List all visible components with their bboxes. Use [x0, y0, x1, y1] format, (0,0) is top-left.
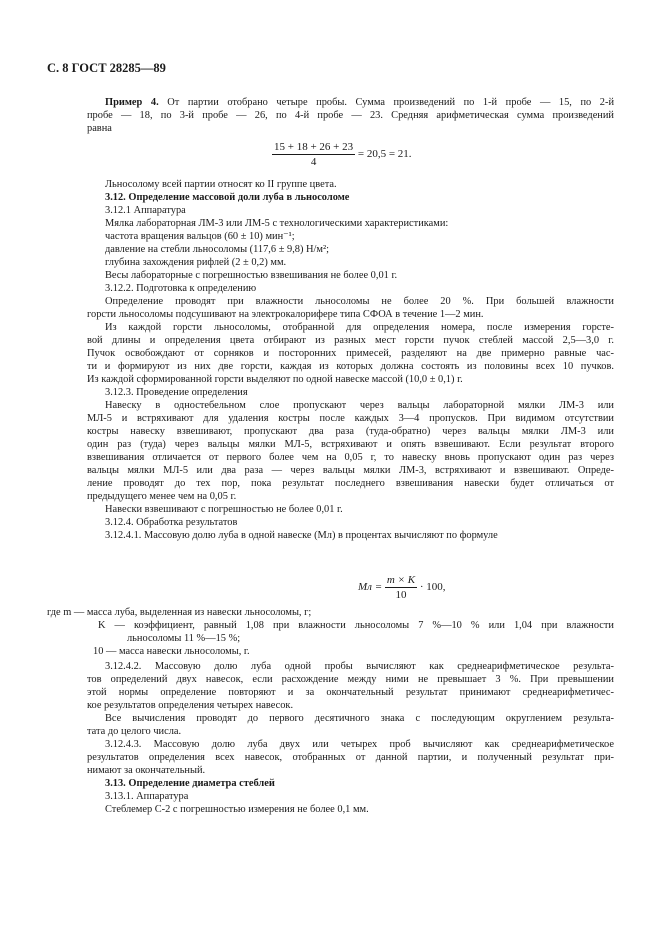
- legend-line-k: K — коэффициент, равный 1,08 при влажности льносоломы 7 %—10 % или 1,04 при влажности: [98, 620, 614, 631]
- formula-bast-tail: · 100,: [419, 581, 446, 594]
- example-line-2: пробе — 18, по 3-й пробе — 26, по 4-й пробе — 23. Средняя арифметическая сумма произведений: [87, 110, 614, 121]
- text-line: Навеску в одностебельном слое пропускают через вальцы лабораторной мялки ЛМ-3 или: [105, 400, 614, 411]
- formula-average-result: = 20,5 = 21.: [357, 148, 412, 161]
- text-line: 3.12.1 Аппаратура: [105, 205, 186, 216]
- formula-average-numerator: 15 + 18 + 26 + 23: [274, 141, 354, 153]
- formula-legend: [47, 606, 614, 658]
- legend-line-m: где m — масса луба, выделенная из навески льносоломы, г;: [47, 607, 312, 618]
- text-line: 3.12.4.1. Массовую долю луба в одной навеске (Мл) в процентах вычисляют по формуле: [105, 530, 498, 541]
- text-line: Мялка лабораторная ЛМ-3 или ЛМ-5 с технологическими характеристиками:: [105, 218, 449, 229]
- formula-average: [272, 140, 412, 169]
- text-line: частота вращения вальцов (60 ± 10) мин⁻¹;: [105, 231, 295, 242]
- text-line: взвешивания отличается от первого более чем на 0,05 г, то навеску вновь пропускают один раз через: [87, 452, 614, 463]
- text-line: 3.12. Определение массовой доли луба в льносоломе: [105, 192, 350, 203]
- text-line: костры навеску взвешивают, пропускают два раза (туда-обратно) через вальцы мялки ЛМ-3 или: [87, 426, 614, 437]
- text-line: Весы лабораторные с погрешностью взвешивания не более 0,01 г.: [105, 270, 398, 281]
- formula-bast-numerator: m × K: [386, 574, 416, 586]
- text-line: вой длины и определения цвета отбирают из разных мест горсти пучок стеблей массой 2,5—3,0 г.: [87, 335, 614, 346]
- example-label: Пример 4.: [105, 97, 159, 108]
- text-line: Определение проводят при влажности льносоломы не более 20 %. При большей влажности: [105, 296, 614, 307]
- text-line: давление на стебли льносоломы (117,6 ± 9,8) Н/м²;: [105, 244, 330, 255]
- text-line: Пучок освобождают от сорняков и посторонних примесей, разделяют на две примерно равные час-: [87, 348, 614, 359]
- text-line: Стеблемер С-2 с погрешностью измерения не более 0,1 мм.: [105, 804, 369, 815]
- formula-bast-denominator: 10: [395, 589, 407, 601]
- text-line: ление проводят до тех пор, пока результат последнего взвешивания навески будет отличаться от: [87, 478, 614, 489]
- formula-average-fraction: [272, 140, 355, 169]
- text-line: тов определений двух навесок, если расхождение между ними не превышает 3 %. При превышении: [87, 674, 614, 685]
- example-text-1: От партии отобрано четыре пробы. Сумма произведений по 1-й пробе — 15, по 2-й: [167, 97, 614, 108]
- text-line: 3.13. Определение диаметра стеблей: [105, 778, 275, 789]
- legend-line-10: 10 — масса навески льносоломы, г.: [93, 646, 250, 657]
- text-line: нимают за окончательный.: [87, 765, 206, 776]
- text-line: МЛ-5 и встряхивают для удаления костры после каждых 3—4 пропусков. При видимом отсутствии: [87, 413, 614, 424]
- text-line: предыдущего менее чем на 0,05 г.: [87, 491, 237, 502]
- section-3-12-4-2-text: [87, 660, 614, 816]
- formula-bast-lhs: Мл =: [358, 581, 383, 594]
- text-line: Все вычисления проводят до первого десятичного знака с последующим округлением результа-: [105, 713, 614, 724]
- text-line: 3.13.1. Аппаратура: [105, 791, 189, 802]
- text-line: 3.12.4. Обработка результатов: [105, 517, 238, 528]
- text-line: горсти льносоломы подсушивают на электрокалорифере типа СФОА в течение 1—2 мин.: [87, 309, 484, 320]
- text-line: Навески взвешивают с погрешностью не более 0,01 г.: [105, 504, 343, 515]
- text-line: кое результатов определения четырех навесок.: [87, 700, 294, 711]
- example-paragraph: [87, 96, 614, 135]
- text-line: один раз (туда) через вальцы мялки МЛ-5, встряхивают и опять взвешивают. Если результат второго: [87, 439, 614, 450]
- formula-average-denominator: 4: [310, 156, 317, 168]
- text-line: Льносолому всей партии относят ко II группе цвета.: [105, 179, 337, 190]
- text-line: тата до целого числа.: [87, 726, 182, 737]
- text-line: 3.12.2. Подготовка к определению: [105, 283, 257, 294]
- text-line: вальцы мялки МЛ-5 или два раза — через вальцы мялки ЛМ-3, встряхивают и взвешивают. Опреде-: [87, 465, 614, 476]
- example-line-3: равна: [87, 123, 112, 134]
- legend-line-k-cont: льносоломы 11 %—15 %;: [127, 633, 241, 644]
- text-line: 3.12.4.3. Массовую долю луба двух или четырех проб вычисляют как среднеарифметическое: [105, 739, 614, 750]
- example-line-1: [87, 96, 614, 109]
- section-3-12-text: [87, 178, 614, 542]
- text-line: Из каждой горсти льносоломы, отобранной для определения номера, после измерения горсте-: [105, 322, 614, 333]
- text-line: 3.12.3. Проведение определения: [105, 387, 248, 398]
- text-line: глубина захождения рифлей (2 ± 0,2) мм.: [105, 257, 287, 268]
- page-header: С. 8 ГОСТ 28285—89: [47, 61, 166, 75]
- text-line: ти и формируют из них две горсти, каждая из которых должна состоять из половины всех 10 пучков.: [87, 361, 614, 372]
- formula-bast-fraction: [385, 573, 417, 602]
- formula-bast: [358, 573, 446, 602]
- text-line: результатов определения всех навесок, отобранных от данной партии, и полученный результат при-: [87, 752, 614, 763]
- text-line: этой нормы определение повторяют и за окончательный результат принимают среднеарифметичес-: [87, 687, 614, 698]
- text-line: Из каждой сформированной горсти выделяют по одной навеске массой (10,0 ± 0,1) г.: [87, 374, 463, 385]
- text-line: 3.12.4.2. Массовую долю луба одной пробы вычисляют как среднеарифметическое результа-: [105, 661, 614, 672]
